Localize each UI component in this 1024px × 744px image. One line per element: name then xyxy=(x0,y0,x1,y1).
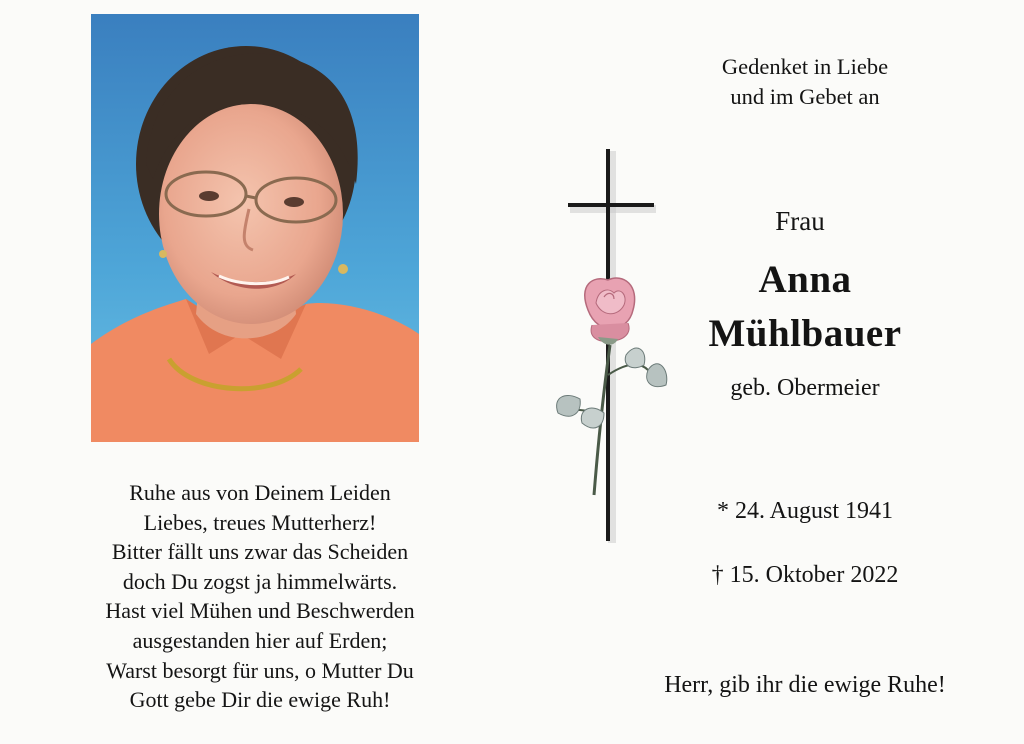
birth-date: * 24. August 1941 xyxy=(716,498,893,524)
intro-line: Gedenket in Liebe xyxy=(721,54,889,79)
poem-line: Liebes, treues Mutterherz! xyxy=(143,509,377,535)
death-date: † 15. Oktober 2022 xyxy=(711,562,899,588)
poem-line: Gott gebe Dir die ewige Ruh! xyxy=(129,687,391,713)
poem-line: doch Du zogst ja himmelwärts. xyxy=(122,568,398,594)
poem-line: ausgestanden hier auf Erden; xyxy=(132,627,388,653)
poem xyxy=(30,478,490,715)
poem-line: Warst besorgt für uns, o Mutter Du xyxy=(106,657,414,683)
first-name: Anna xyxy=(758,258,852,301)
poem-line: Bitter fällt uns zwar das Scheiden xyxy=(111,539,409,565)
maiden-name: geb. Obermeier xyxy=(730,375,880,401)
poem-line: Hast viel Mühen und Beschwerden xyxy=(105,598,415,624)
intro-line: und im Gebet an xyxy=(730,84,880,109)
salutation: Frau xyxy=(775,206,825,236)
portrait-photo xyxy=(91,14,419,442)
last-name: Mühlbauer xyxy=(708,312,902,355)
poem-line: Ruhe aus von Deinem Leiden xyxy=(129,480,391,505)
blessing: Herr, gib ihr die ewige Ruhe! xyxy=(664,672,946,698)
intro-text xyxy=(640,52,970,112)
